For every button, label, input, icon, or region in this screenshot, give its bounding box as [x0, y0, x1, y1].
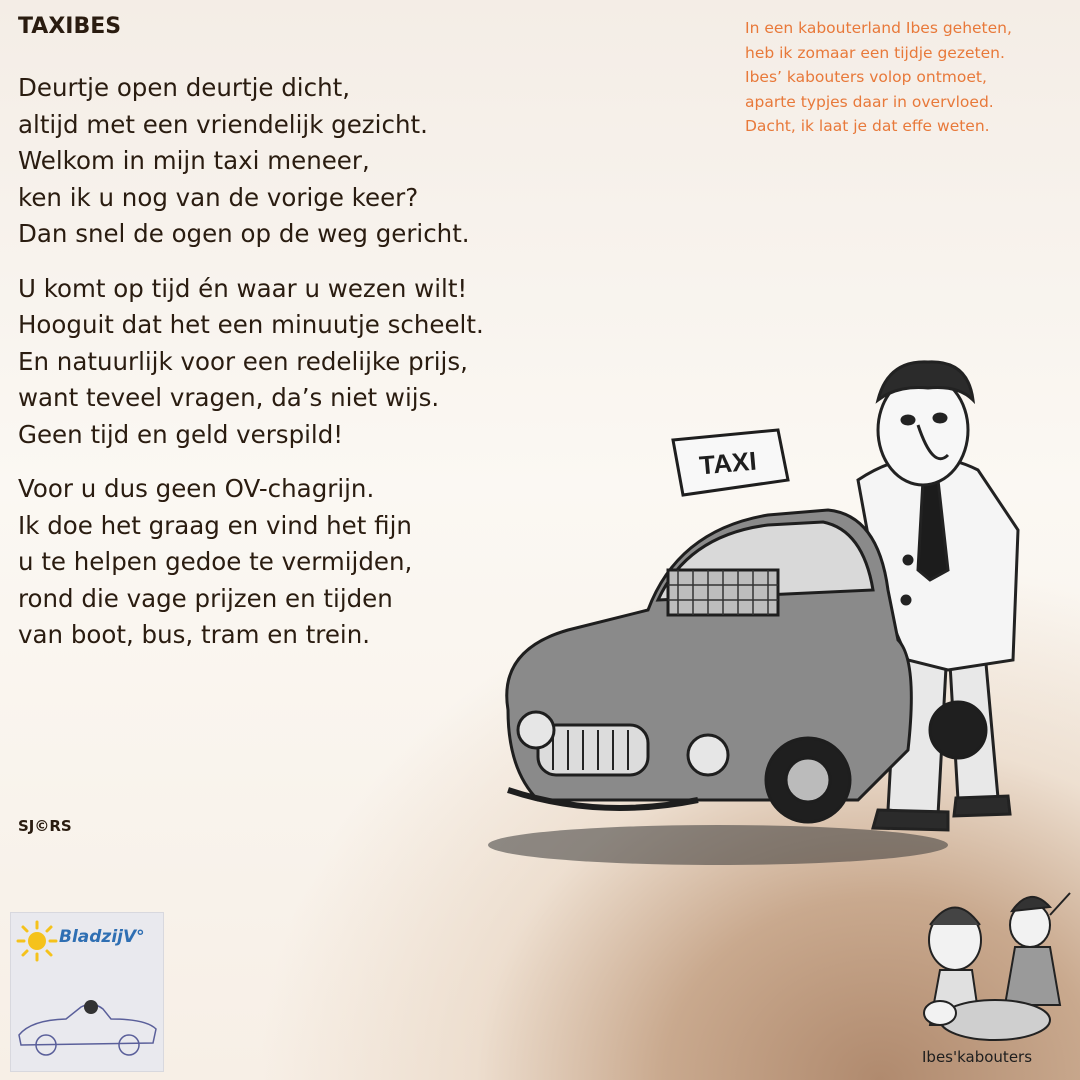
poem-line: u te helpen gedoe te vermijden, — [18, 547, 413, 576]
poem-line: want teveel vragen, da’s niet wijs. — [18, 383, 440, 412]
sun-icon — [15, 919, 59, 963]
intro-verse — [745, 16, 1080, 139]
poem-line: U komt op tijd én waar u wezen wilt! — [18, 273, 468, 303]
poem-line: Geen tijd en geld verspild! — [18, 419, 344, 449]
intro-line: In een kabouterland Ibes geheten, — [745, 19, 1012, 37]
stanza-1 — [18, 70, 578, 253]
gnomes-caption: Ibes'kabouters — [922, 1048, 1033, 1066]
poem-line: altijd met een vriendelijk gezicht. — [18, 109, 428, 139]
poem-line: Deurtje open deurtje dicht, — [18, 73, 350, 102]
poem-line: ken ik u nog van de vorige keer? — [18, 182, 419, 212]
taxi-sign — [673, 430, 788, 495]
intro-line: heb ik zomaar een tijdje gezeten. — [745, 43, 1005, 62]
poem-signature: SJ©RS — [18, 817, 72, 835]
taxi-driver-illustration — [478, 330, 1068, 870]
taxi-sign-text: TAXI — [697, 445, 758, 481]
poem-line: Dan snel de ogen op de weg gericht. — [18, 219, 470, 248]
poem-line: En natuurlijk voor een redelijke prijs, — [18, 346, 468, 376]
intro-line: Dacht, ik laat je dat effe weten. — [745, 117, 990, 135]
intro-line: aparte typjes daar in overvloed. — [745, 92, 994, 111]
poem-line: Voor u dus geen OV-chagrijn. — [18, 474, 375, 503]
bladzijv-logo — [10, 912, 164, 1072]
poem-line: Welkom in mijn taxi meneer, — [18, 146, 370, 175]
intro-line: Ibes’ kabouters volop ontmoet, — [745, 68, 987, 86]
poem-line: rond die vage prijzen en tijden — [18, 583, 393, 613]
logo-text: BladzijV° — [59, 927, 145, 947]
poem-title: TAXIBES — [18, 14, 122, 39]
poem-line: van boot, bus, tram en trein. — [18, 620, 371, 649]
poem-line: Hooguit dat het een minuutje scheelt. — [18, 310, 484, 339]
car-sketch-icon — [11, 985, 161, 1065]
gnomes-illustration — [900, 885, 1075, 1050]
poem-line: Ik doe het graag en vind het fijn — [18, 510, 412, 540]
